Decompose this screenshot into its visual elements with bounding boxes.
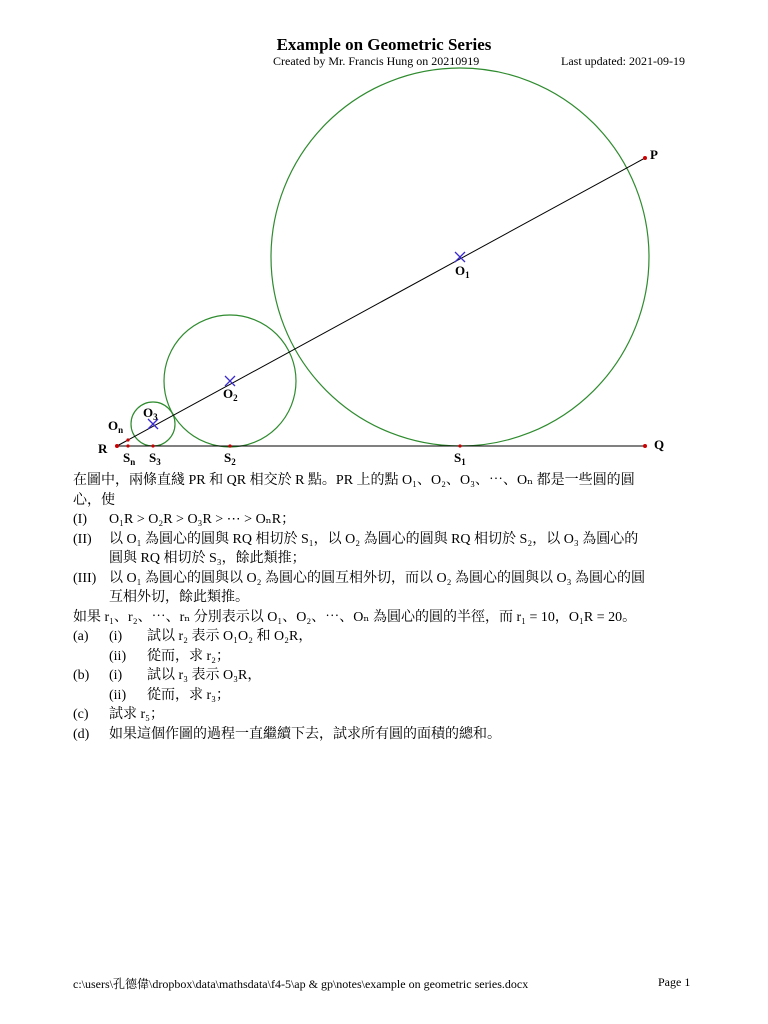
- label-on: $O_n$: [108, 418, 124, 435]
- question-b-ii: [73, 686, 701, 706]
- question-c-label: (c): [73, 707, 89, 722]
- label-sn: $S_n$: [123, 450, 136, 467]
- point-r: [115, 444, 119, 448]
- point-s2: [228, 444, 231, 447]
- condition-iii: [73, 569, 701, 589]
- point-p: [643, 156, 647, 160]
- document-title: Example on Geometric Series: [276, 35, 492, 54]
- point-sn: [126, 444, 129, 447]
- condition-ii-label: (II): [73, 531, 92, 547]
- geometry-figure: [0, 0, 768, 470]
- question-c: [73, 705, 701, 725]
- condition-i: [73, 510, 701, 530]
- condition-iii-label: (III): [73, 570, 97, 586]
- created-by: Created by Mr. Francis Hung on 20210919: [273, 54, 480, 68]
- question-c-text: 試求 r₅；: [109, 707, 165, 722]
- label-s3: $S_3$: [149, 450, 161, 467]
- footer-page-number: Page 1: [658, 975, 691, 989]
- question-a-i: [73, 627, 701, 647]
- point-on: [126, 438, 129, 441]
- label-p: P: [650, 147, 658, 162]
- question-a-ii-label: (ii): [109, 648, 127, 664]
- question-d-label: (d): [73, 726, 90, 742]
- condition-ii-text-2: 圓與 RQ 相切於 S₃，餘此類推；: [109, 551, 306, 566]
- footer-file-path: c:\users\孔德偉\dropbox\data\mathsdata\f4-5\ap & gp\notes\example on geometric series.docx: [73, 977, 529, 991]
- question-b-ii-label: (ii): [109, 687, 127, 703]
- question-b-ii-text: 從而，求 r₃；: [147, 687, 231, 703]
- problem-text: [73, 471, 701, 744]
- question-a-label: (a): [73, 629, 89, 644]
- intro-line-2: 心，使: [73, 492, 115, 508]
- point-s3: [151, 444, 154, 447]
- label-o1: $O_1$: [455, 263, 470, 280]
- question-d: [73, 725, 701, 745]
- intro-line-1: 在圖中，兩條直綫 PR 和 QR 相交於 R 點。PR 上的點 O₁、O₂、O₃、⋯、Oₙ 都是一些圓的圓: [73, 473, 635, 488]
- question-b-i: [73, 666, 701, 686]
- label-r: R: [98, 441, 108, 456]
- label-s2: $S_2$: [224, 450, 236, 467]
- point-s1: [458, 444, 461, 447]
- question-b-i-label: (i): [109, 668, 123, 683]
- given-statement: 如果 r₁、r₂、⋯、rₙ 分別表示以 O₁、O₂、⋯、Oₙ 為圓心的圓的半徑，而 r₁ = 10，O₁R = 20。: [73, 609, 637, 625]
- condition-i-text: O₁R > O₂R > O₃R > ⋯ > OₙR；: [109, 512, 296, 527]
- condition-i-label: (I): [73, 512, 87, 527]
- point-q: [643, 444, 647, 448]
- condition-ii: [73, 530, 701, 550]
- question-a-i-label: (i): [109, 629, 123, 644]
- question-b-label: (b): [73, 668, 90, 683]
- condition-iii-text-2: 互相外切，餘此類推。: [109, 590, 249, 605]
- line-rp: [117, 158, 645, 446]
- condition-iii-text: 以 O₁ 為圓心的圓與以 O₂ 為圓心的圓互相外切，而以 O₂ 為圓心的圓與以 O₃ 為圓心的圓: [109, 570, 645, 586]
- condition-ii-text: 以 O₁ 為圓心的圓與 RQ 相切於 S₁，以 O₂ 為圓心的圓與 RQ 相切於 S₂，以 O₃ 為圓心的: [109, 531, 639, 547]
- question-a-ii: [73, 647, 701, 667]
- label-o3: $O_3$: [143, 405, 158, 422]
- label-o2: $O_2$: [223, 386, 238, 403]
- label-s1: $S_1$: [454, 450, 466, 467]
- last-updated: Last updated: 2021-09-19: [561, 54, 685, 68]
- question-a-ii-text: 從而，求 r₂；: [147, 648, 231, 664]
- question-b-i-text: 試以 r₃ 表示 O₃R，: [147, 668, 262, 683]
- question-a-i-text: 試以 r₂ 表示 O₁O₂ 和 O₂R，: [147, 629, 313, 644]
- question-d-text: 如果這個作圖的過程一直繼續下去，試求所有圓的面積的總和。: [109, 726, 501, 742]
- label-q: Q: [654, 437, 665, 452]
